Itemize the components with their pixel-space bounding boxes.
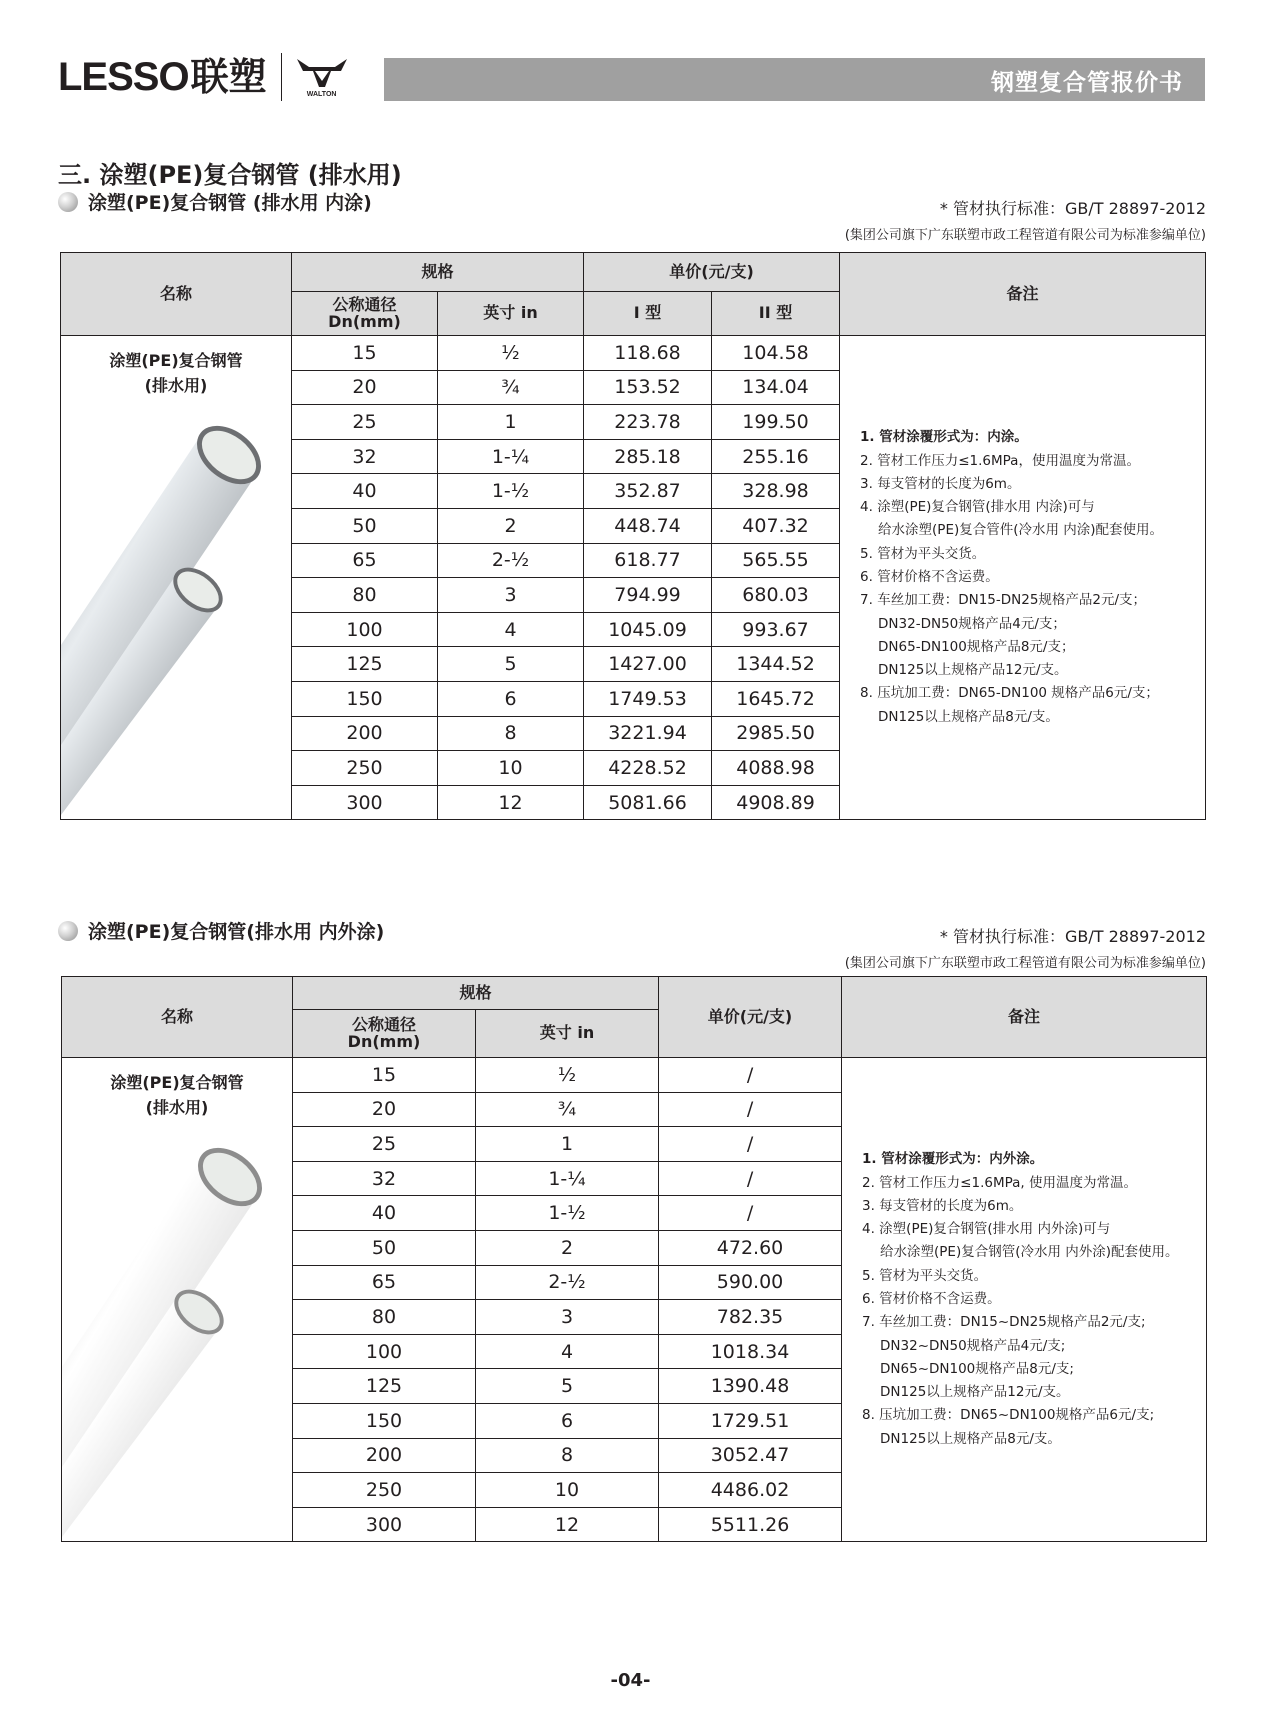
- cell-price: 782.35: [659, 1300, 842, 1335]
- lesso-logo: [58, 52, 352, 102]
- cell-dn: 40: [293, 1196, 476, 1231]
- cell-dn: 80: [292, 578, 438, 613]
- note-item: 6. 管材价格不含运费。: [860, 569, 999, 585]
- cell-inch: 1: [476, 1127, 659, 1162]
- table1-subtitle: [58, 188, 372, 215]
- col-header-dn: 公称通径 Dn(mm): [293, 1010, 476, 1058]
- cell-price: /: [659, 1161, 842, 1196]
- cell-dn: 125: [293, 1369, 476, 1404]
- cell-dn: 65: [292, 543, 438, 578]
- product-name-line2: (排水用): [144, 376, 208, 395]
- cell-dn: 15: [292, 336, 438, 371]
- cell-dn: 125: [292, 647, 438, 682]
- col-header-type1: I 型: [584, 292, 712, 336]
- cell-type1-price: 118.68: [584, 336, 712, 371]
- cell-inch: 2: [476, 1230, 659, 1265]
- cell-price: 1018.34: [659, 1334, 842, 1369]
- cell-type1-price: 618.77: [584, 543, 712, 578]
- cell-price: 1729.51: [659, 1403, 842, 1438]
- cell-inch: ¾: [476, 1092, 659, 1127]
- cell-type1-price: 352.87: [584, 474, 712, 509]
- col-header-name: 名称: [61, 253, 292, 336]
- cell-type2-price: 134.04: [712, 370, 840, 405]
- cell-dn: 150: [293, 1403, 476, 1438]
- table2-subtitle-text: 涂塑(PE)复合钢管(排水用 内外涂): [88, 921, 385, 943]
- cell-price: 1390.48: [659, 1369, 842, 1404]
- note-item: DN125以上规格产品12元/支。: [880, 1384, 1070, 1401]
- cell-dn: 200: [293, 1438, 476, 1473]
- cell-inch: 12: [438, 785, 584, 820]
- logo-divider: [281, 53, 282, 101]
- table-row: [61, 336, 1206, 371]
- note-item: 5. 管材为平头交货。: [862, 1267, 988, 1284]
- note-item: 7. 车丝加工费：DN15~DN25规格产品2元/支;: [862, 1314, 1146, 1331]
- note-item: 给水涂塑(PE)复合钢管(冷水用 内外涂)配套使用。: [880, 1244, 1179, 1261]
- cell-type1-price: 1749.53: [584, 681, 712, 716]
- cell-dn: 20: [292, 370, 438, 405]
- cell-inch: 1-½: [476, 1196, 659, 1231]
- col-header-spec: 规格: [293, 977, 659, 1010]
- cell-dn: 32: [292, 439, 438, 474]
- note-item: 6. 管材价格不含运费。: [862, 1291, 1001, 1307]
- cell-type1-price: 1427.00: [584, 647, 712, 682]
- cell-inch: 1-¼: [438, 439, 584, 474]
- note-item: 1. 管材涂覆形式为：内外涂。: [862, 1151, 1044, 1168]
- product-name-cell: [62, 1058, 293, 1542]
- bull-head-icon: [295, 57, 349, 89]
- cell-inch: 1-½: [438, 474, 584, 509]
- col-header-inch: 英寸 in: [438, 292, 584, 336]
- col-header-notes: 备注: [842, 977, 1207, 1058]
- note-item: DN65-DN100规格产品8元/支；: [878, 638, 1075, 655]
- cell-dn: 200: [292, 716, 438, 751]
- cell-type2-price: 328.98: [712, 474, 840, 509]
- banner-title: 钢塑复合管报价书: [991, 70, 1183, 96]
- product-name-line2: (排水用): [145, 1098, 209, 1117]
- cell-inch: 1: [438, 405, 584, 440]
- note-item: 8. 压坑加工费：DN65~DN100规格产品6元/支;: [862, 1407, 1155, 1424]
- table2-standard: * 管材执行标准：GB/T 28897-2012: [939, 927, 1206, 946]
- cell-type2-price: 104.58: [712, 336, 840, 371]
- cell-dn: 20: [293, 1092, 476, 1127]
- cell-dn: 25: [292, 405, 438, 440]
- note-item: 3. 每支管材的长度为6m。: [860, 475, 1021, 492]
- cell-type1-price: 5081.66: [584, 785, 712, 820]
- col-header-price: 单价(元/支): [584, 253, 840, 292]
- cell-type2-price: 1645.72: [712, 681, 840, 716]
- cell-dn: 50: [292, 508, 438, 543]
- table-row: [62, 1058, 1207, 1093]
- cell-dn: 25: [293, 1127, 476, 1162]
- price-table-inner-outer-coated: [61, 976, 1207, 1542]
- product-name-cell: [61, 336, 292, 820]
- product-name-line1: 涂塑(PE)复合钢管: [109, 351, 243, 370]
- col-header-type2: II 型: [712, 292, 840, 336]
- notes-cell: [842, 1058, 1207, 1542]
- table2-subtitle: [58, 917, 384, 944]
- note-item: 8. 压坑加工费：DN65-DN100 规格产品6元/支；: [860, 685, 1159, 702]
- cell-dn: 40: [292, 474, 438, 509]
- cell-inch: 4: [438, 612, 584, 647]
- note-item: 3. 每支管材的长度为6m。: [862, 1197, 1023, 1214]
- cell-price: /: [659, 1127, 842, 1162]
- silver-pipe-icon: [61, 385, 292, 815]
- table2-standard-note: (集团公司旗下广东联塑市政工程管道有限公司为标准参编单位): [844, 956, 1206, 971]
- cell-type2-price: 4088.98: [712, 751, 840, 786]
- note-item: DN65~DN100规格产品8元/支;: [880, 1360, 1074, 1377]
- cell-inch: ¾: [438, 370, 584, 405]
- cell-inch: 2-½: [438, 543, 584, 578]
- table1-standard-note: (集团公司旗下广东联塑市政工程管道有限公司为标准参编单位): [844, 228, 1206, 243]
- page-number: -04-: [610, 1670, 651, 1691]
- cell-type2-price: 565.55: [712, 543, 840, 578]
- cell-price: 4486.02: [659, 1473, 842, 1508]
- cell-inch: 8: [438, 716, 584, 751]
- col-header-inch: 英寸 in: [476, 1010, 659, 1058]
- cell-dn: 250: [293, 1473, 476, 1508]
- table1-standard: * 管材执行标准：GB/T 28897-2012: [939, 199, 1206, 218]
- note-item: 2. 管材工作压力≤1.6MPa, 使用温度为常温。: [862, 1174, 1138, 1191]
- col-header-spec: 规格: [292, 253, 584, 292]
- col-header-dn: 公称通径 Dn(mm): [292, 292, 438, 336]
- note-item: 7. 车丝加工费：DN15-DN25规格产品2元/支；: [860, 592, 1147, 609]
- cell-type1-price: 223.78: [584, 405, 712, 440]
- cell-inch: 3: [438, 578, 584, 613]
- cell-type1-price: 448.74: [584, 508, 712, 543]
- note-item: 4. 涂塑(PE)复合钢管(排水用 内涂)可与: [860, 499, 1095, 516]
- cell-type1-price: 1045.09: [584, 612, 712, 647]
- cell-inch: 6: [438, 681, 584, 716]
- cell-inch: 5: [438, 647, 584, 682]
- note-item: 2. 管材工作压力≤1.6MPa，使用温度为常温。: [860, 452, 1140, 469]
- product-name-line1: 涂塑(PE)复合钢管: [110, 1073, 244, 1092]
- cell-type2-price: 1344.52: [712, 647, 840, 682]
- white-pipe-icon: [62, 1107, 293, 1537]
- cell-price: /: [659, 1058, 842, 1093]
- cell-dn: 100: [293, 1334, 476, 1369]
- cell-type1-price: 794.99: [584, 578, 712, 613]
- cell-inch: 2: [438, 508, 584, 543]
- cell-type2-price: 680.03: [712, 578, 840, 613]
- notes-list: [862, 1148, 1206, 1451]
- note-item: 4. 涂塑(PE)复合钢管(排水用 内外涂)可与: [862, 1221, 1111, 1238]
- cell-dn: 150: [292, 681, 438, 716]
- cell-inch: 8: [476, 1438, 659, 1473]
- header-banner: [384, 58, 1205, 101]
- cell-dn: 300: [292, 785, 438, 820]
- note-item: DN32~DN50规格产品4元/支;: [880, 1337, 1066, 1354]
- cell-dn: 50: [293, 1230, 476, 1265]
- cell-inch: 3: [476, 1300, 659, 1335]
- cell-dn: 300: [293, 1507, 476, 1542]
- note-item: 5. 管材为平头交货。: [860, 545, 986, 562]
- walton-text: WALTON: [306, 90, 337, 98]
- cell-price: /: [659, 1092, 842, 1127]
- cell-type1-price: 285.18: [584, 439, 712, 474]
- col-header-price: 单价(元/支): [659, 977, 842, 1058]
- bullet-ball-icon: [58, 192, 78, 212]
- cell-dn: 65: [293, 1265, 476, 1300]
- cell-price: /: [659, 1196, 842, 1231]
- cell-dn: 80: [293, 1300, 476, 1335]
- cell-dn: 32: [293, 1161, 476, 1196]
- cell-type2-price: 2985.50: [712, 716, 840, 751]
- cell-price: 590.00: [659, 1265, 842, 1300]
- cell-type1-price: 153.52: [584, 370, 712, 405]
- cell-price: 3052.47: [659, 1438, 842, 1473]
- note-item: 给水涂塑(PE)复合管件(冷水用 内涂)配套使用。: [878, 522, 1164, 539]
- cell-type2-price: 199.50: [712, 405, 840, 440]
- note-item: 1. 管材涂覆形式为：内涂。: [860, 429, 1028, 446]
- cell-inch: 10: [476, 1473, 659, 1508]
- cell-inch: 12: [476, 1507, 659, 1542]
- note-item: DN32-DN50规格产品4元/支；: [878, 615, 1066, 632]
- cell-inch: 5: [476, 1369, 659, 1404]
- cell-price: 472.60: [659, 1230, 842, 1265]
- cell-price: 5511.26: [659, 1507, 842, 1542]
- cell-inch: ½: [476, 1058, 659, 1093]
- price-table-inner-coated: [60, 252, 1206, 820]
- cell-dn: 15: [293, 1058, 476, 1093]
- pipe-image: [62, 1107, 293, 1541]
- col-header-notes: 备注: [840, 253, 1206, 336]
- cell-inch: 6: [476, 1403, 659, 1438]
- cell-dn: 250: [292, 751, 438, 786]
- col-header-name: 名称: [62, 977, 293, 1058]
- brand-latin: LESSO: [58, 55, 189, 99]
- notes-cell: [840, 336, 1206, 820]
- walton-logo: [292, 57, 352, 98]
- section-title: 三. 涂塑(PE)复合钢管 (排水用): [58, 161, 402, 189]
- cell-inch: 1-¼: [476, 1161, 659, 1196]
- bullet-ball-icon: [58, 921, 78, 941]
- cell-type1-price: 3221.94: [584, 716, 712, 751]
- cell-type2-price: 407.32: [712, 508, 840, 543]
- cell-dn: 100: [292, 612, 438, 647]
- brand-cn: 联塑: [190, 55, 267, 99]
- pipe-image: [61, 385, 292, 819]
- cell-type2-price: 4908.89: [712, 785, 840, 820]
- cell-type1-price: 4228.52: [584, 751, 712, 786]
- note-item: DN125以上规格产品8元/支。: [878, 708, 1059, 725]
- note-item: DN125以上规格产品12元/支。: [878, 662, 1068, 679]
- cell-inch: 10: [438, 751, 584, 786]
- cell-inch: 4: [476, 1334, 659, 1369]
- cell-type2-price: 993.67: [712, 612, 840, 647]
- note-item: DN125以上规格产品8元/支。: [880, 1430, 1061, 1447]
- cell-type2-price: 255.16: [712, 439, 840, 474]
- cell-inch: 2-½: [476, 1265, 659, 1300]
- cell-inch: ½: [438, 336, 584, 371]
- notes-list: [860, 426, 1205, 729]
- table1-subtitle-text: 涂塑(PE)复合钢管 (排水用 内涂): [88, 192, 372, 214]
